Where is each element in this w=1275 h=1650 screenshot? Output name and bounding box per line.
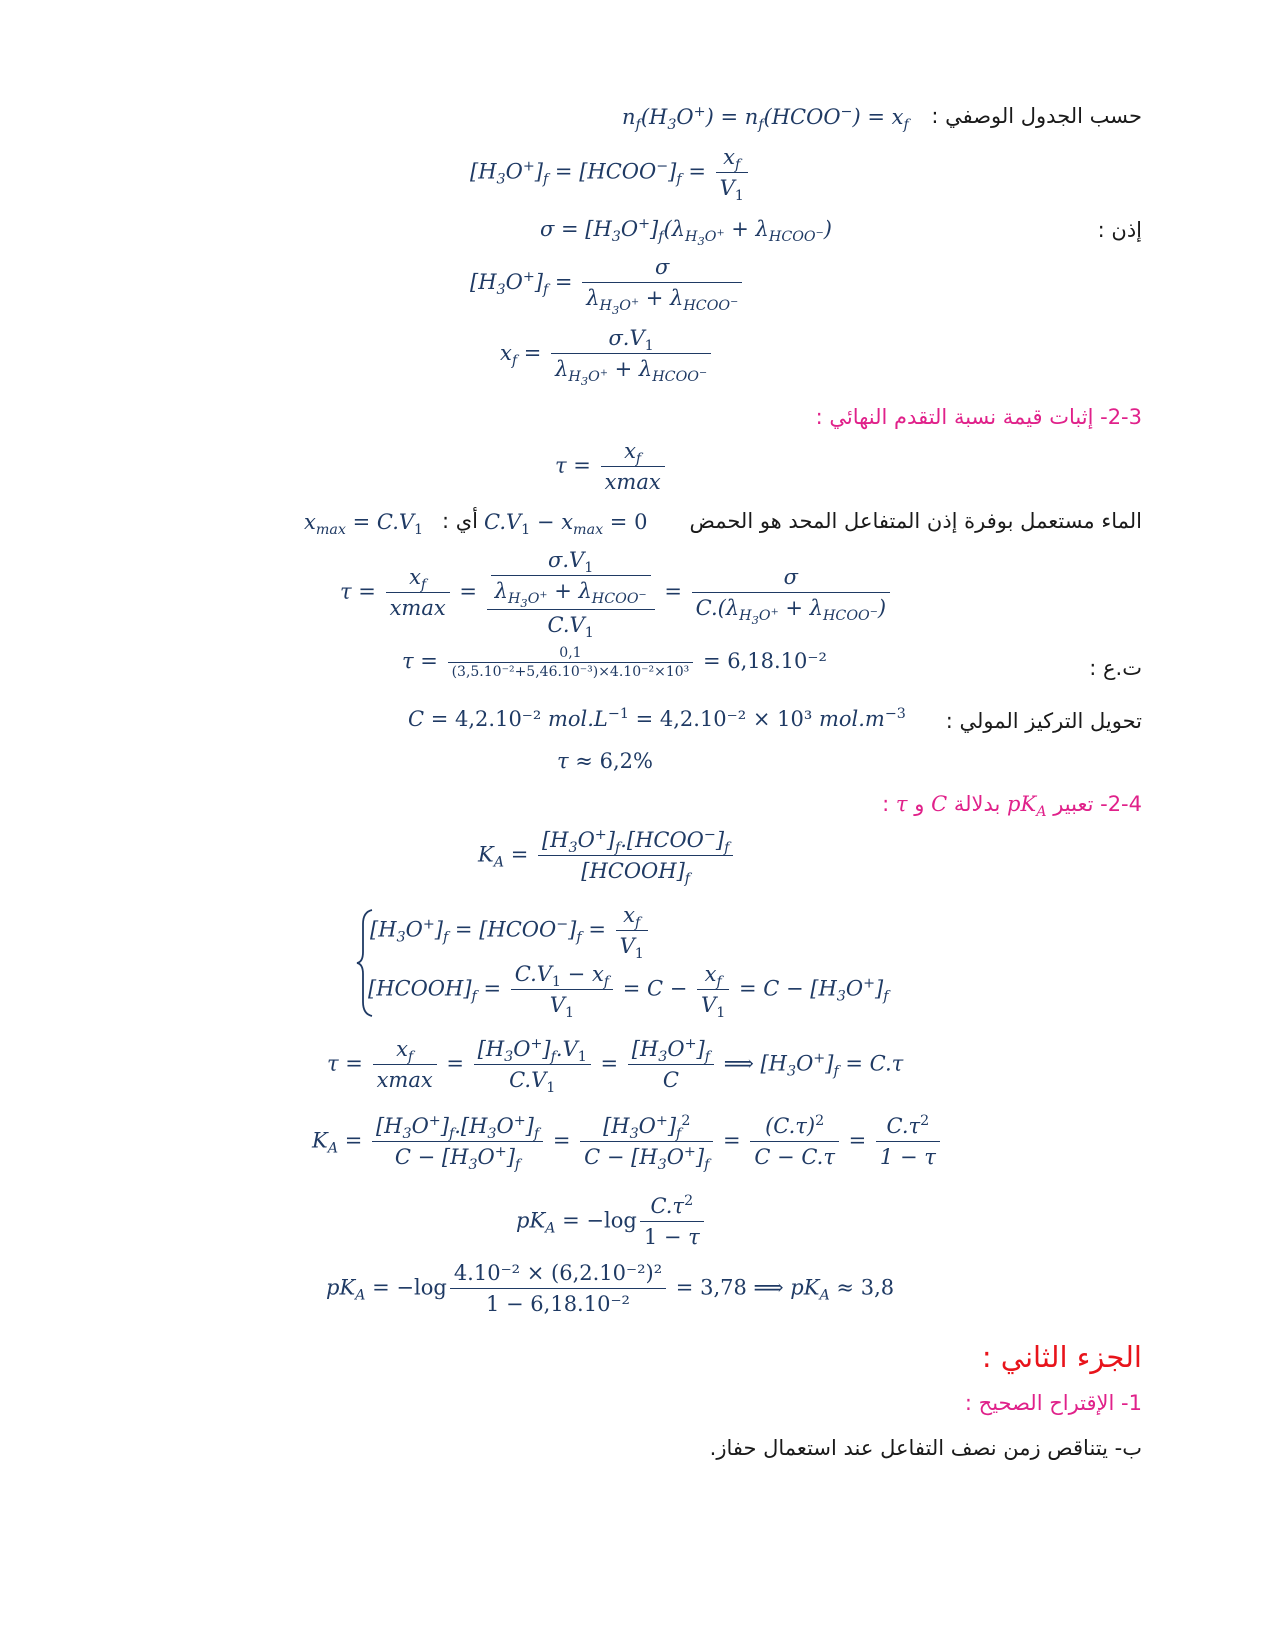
equation-tau-approx: τ ≈ 6,2%	[557, 749, 653, 773]
part-two-title: الجزء الثاني :	[981, 1340, 1142, 1374]
therefore-label: إذن :	[1097, 218, 1142, 242]
equation-tau-definition: τ = $\frac{x_f}{xmax}$	[555, 441, 668, 493]
conversion-label: تحويل التركيز المولي :	[945, 709, 1142, 733]
equation-ka-expression: $K_A$ = $\frac{[H_3O^+]_f.[H_3O^+]_f}{C - [H_3O^+]_f}$ = $\frac{[H_3O^+]_f^2}{C - [H_3O^+]_f}$ = $\frac{(C.\tau)^2}{C - C.\tau}$ = $\frac{C.\tau^2}{1 - \tau}$	[312, 1116, 943, 1168]
section-heading-2-4: 2-4- تعبير $pK_A$ بدلالة C و τ :	[882, 792, 1142, 821]
equation-nf-equality: $n_f(H_3O^+)$ = $n_f(HCOO^-) = x_f$	[622, 104, 909, 134]
equation-tau-h3o: τ = $\frac{x_f}{xmax}$ = $\frac{[H_3O^+]_f.V_1}{C.V_1}$ = $\frac{[H_3O^+]_f}{C}$ ⟹ $[H_3O^+]_f = C.\tau$	[327, 1036, 904, 1097]
equation-system-line2: $[HCOOH]_f$ = $\frac{C.V_1 - x_f}{V_1}$ = C − $\frac{x_f}{V_1}$ = $C - [H_3O^+]_f$	[368, 962, 889, 1022]
equation-pka-formula: $pK_A = -\log$ $\frac{C.\tau^2}{1 - \tau}$	[516, 1196, 707, 1248]
equation-h3o-from-sigma: $[H_3O^+]_f$ = $\frac{\sigma}{\lambda_{H_3O^+} + \lambda_{HCOO^-}}$	[470, 257, 745, 310]
equation-tau-expression: τ = $\frac{x_f}{xmax}$ = $\frac{\frac{\sigma.V_1}{\lambda_{H_3O^+} + \lambda_{HCOO^-}}}{C.V_1}$ = $\frac{\sigma}{C.(\lambda_{H_3O^+} + \lambda_{HCOO^-})}$	[340, 550, 893, 636]
equation-conductivity: $\sigma = [H_3O^+]_f(\lambda_{H_3O^+} + \lambda_{HCOO^-})$	[540, 216, 832, 249]
that-is-label: أي :	[441, 509, 478, 533]
equation-ka-definition: $K_A$ = $\frac{[H_3O^+]_f.[HCOO^-]_f}{[HCOOH]_f}$	[478, 830, 736, 882]
limiting-reactant-text: الماء مستعمل بوفرة إذن المتفاعل المحد هو الحمض	[689, 509, 1142, 533]
numeric-application-label: ت.ع :	[1089, 656, 1142, 680]
equation-xmax: $x_{max} = C.V_1$	[304, 510, 424, 539]
equation-pka-numeric: $pK_A = -\log$ $\frac{\text{4.10⁻² × (6,2.10⁻²)²}}{\text{1 − 6,18.10⁻²}}$ = 3,78 ⟹ $pK_A \approx 3,8$	[326, 1261, 895, 1316]
equation-concentration-conversion: C = 4,2.10⁻² $mol.L^{-1} = 4,2.10^{-2} \times 10^3$ $mol.m^{-3}$	[408, 706, 906, 731]
answer-b: ب- يتناقص زمن نصف التفاعل عند استعمال حفاز.	[709, 1436, 1142, 1460]
equation-concentrations: $[H_3O^+]_f$ = $[HCOO^-]_f$ = $\frac{x_f}{V_1}$	[470, 147, 751, 199]
equation-limiting: $C.V_1 - x_{max} = 0$	[484, 510, 648, 539]
section-heading-2-3: 2-3- إثبات قيمة نسبة التقدم النهائي :	[815, 405, 1142, 429]
equation-xf: $x_f$ = $\frac{\sigma.V_1}{\lambda_{H_3O^+} + \lambda_{HCOO^-}}$	[500, 328, 714, 381]
equation-tau-numeric: τ = $\frac{0,1}{\text{(3,5.10⁻²+5,46.10⁻³)×4.10⁻²×10³}}$ = 6,18.10⁻²	[402, 645, 827, 680]
question-1-heading: 1- الإقتراح الصحيح :	[964, 1391, 1142, 1415]
equation-system-line1: $[H_3O^+]_f$ = $[HCOO^-]_f$ = $\frac{x_f}{V_1}$	[370, 905, 651, 957]
descriptive-table-label: حسب الجدول الوصفي :	[931, 104, 1142, 128]
